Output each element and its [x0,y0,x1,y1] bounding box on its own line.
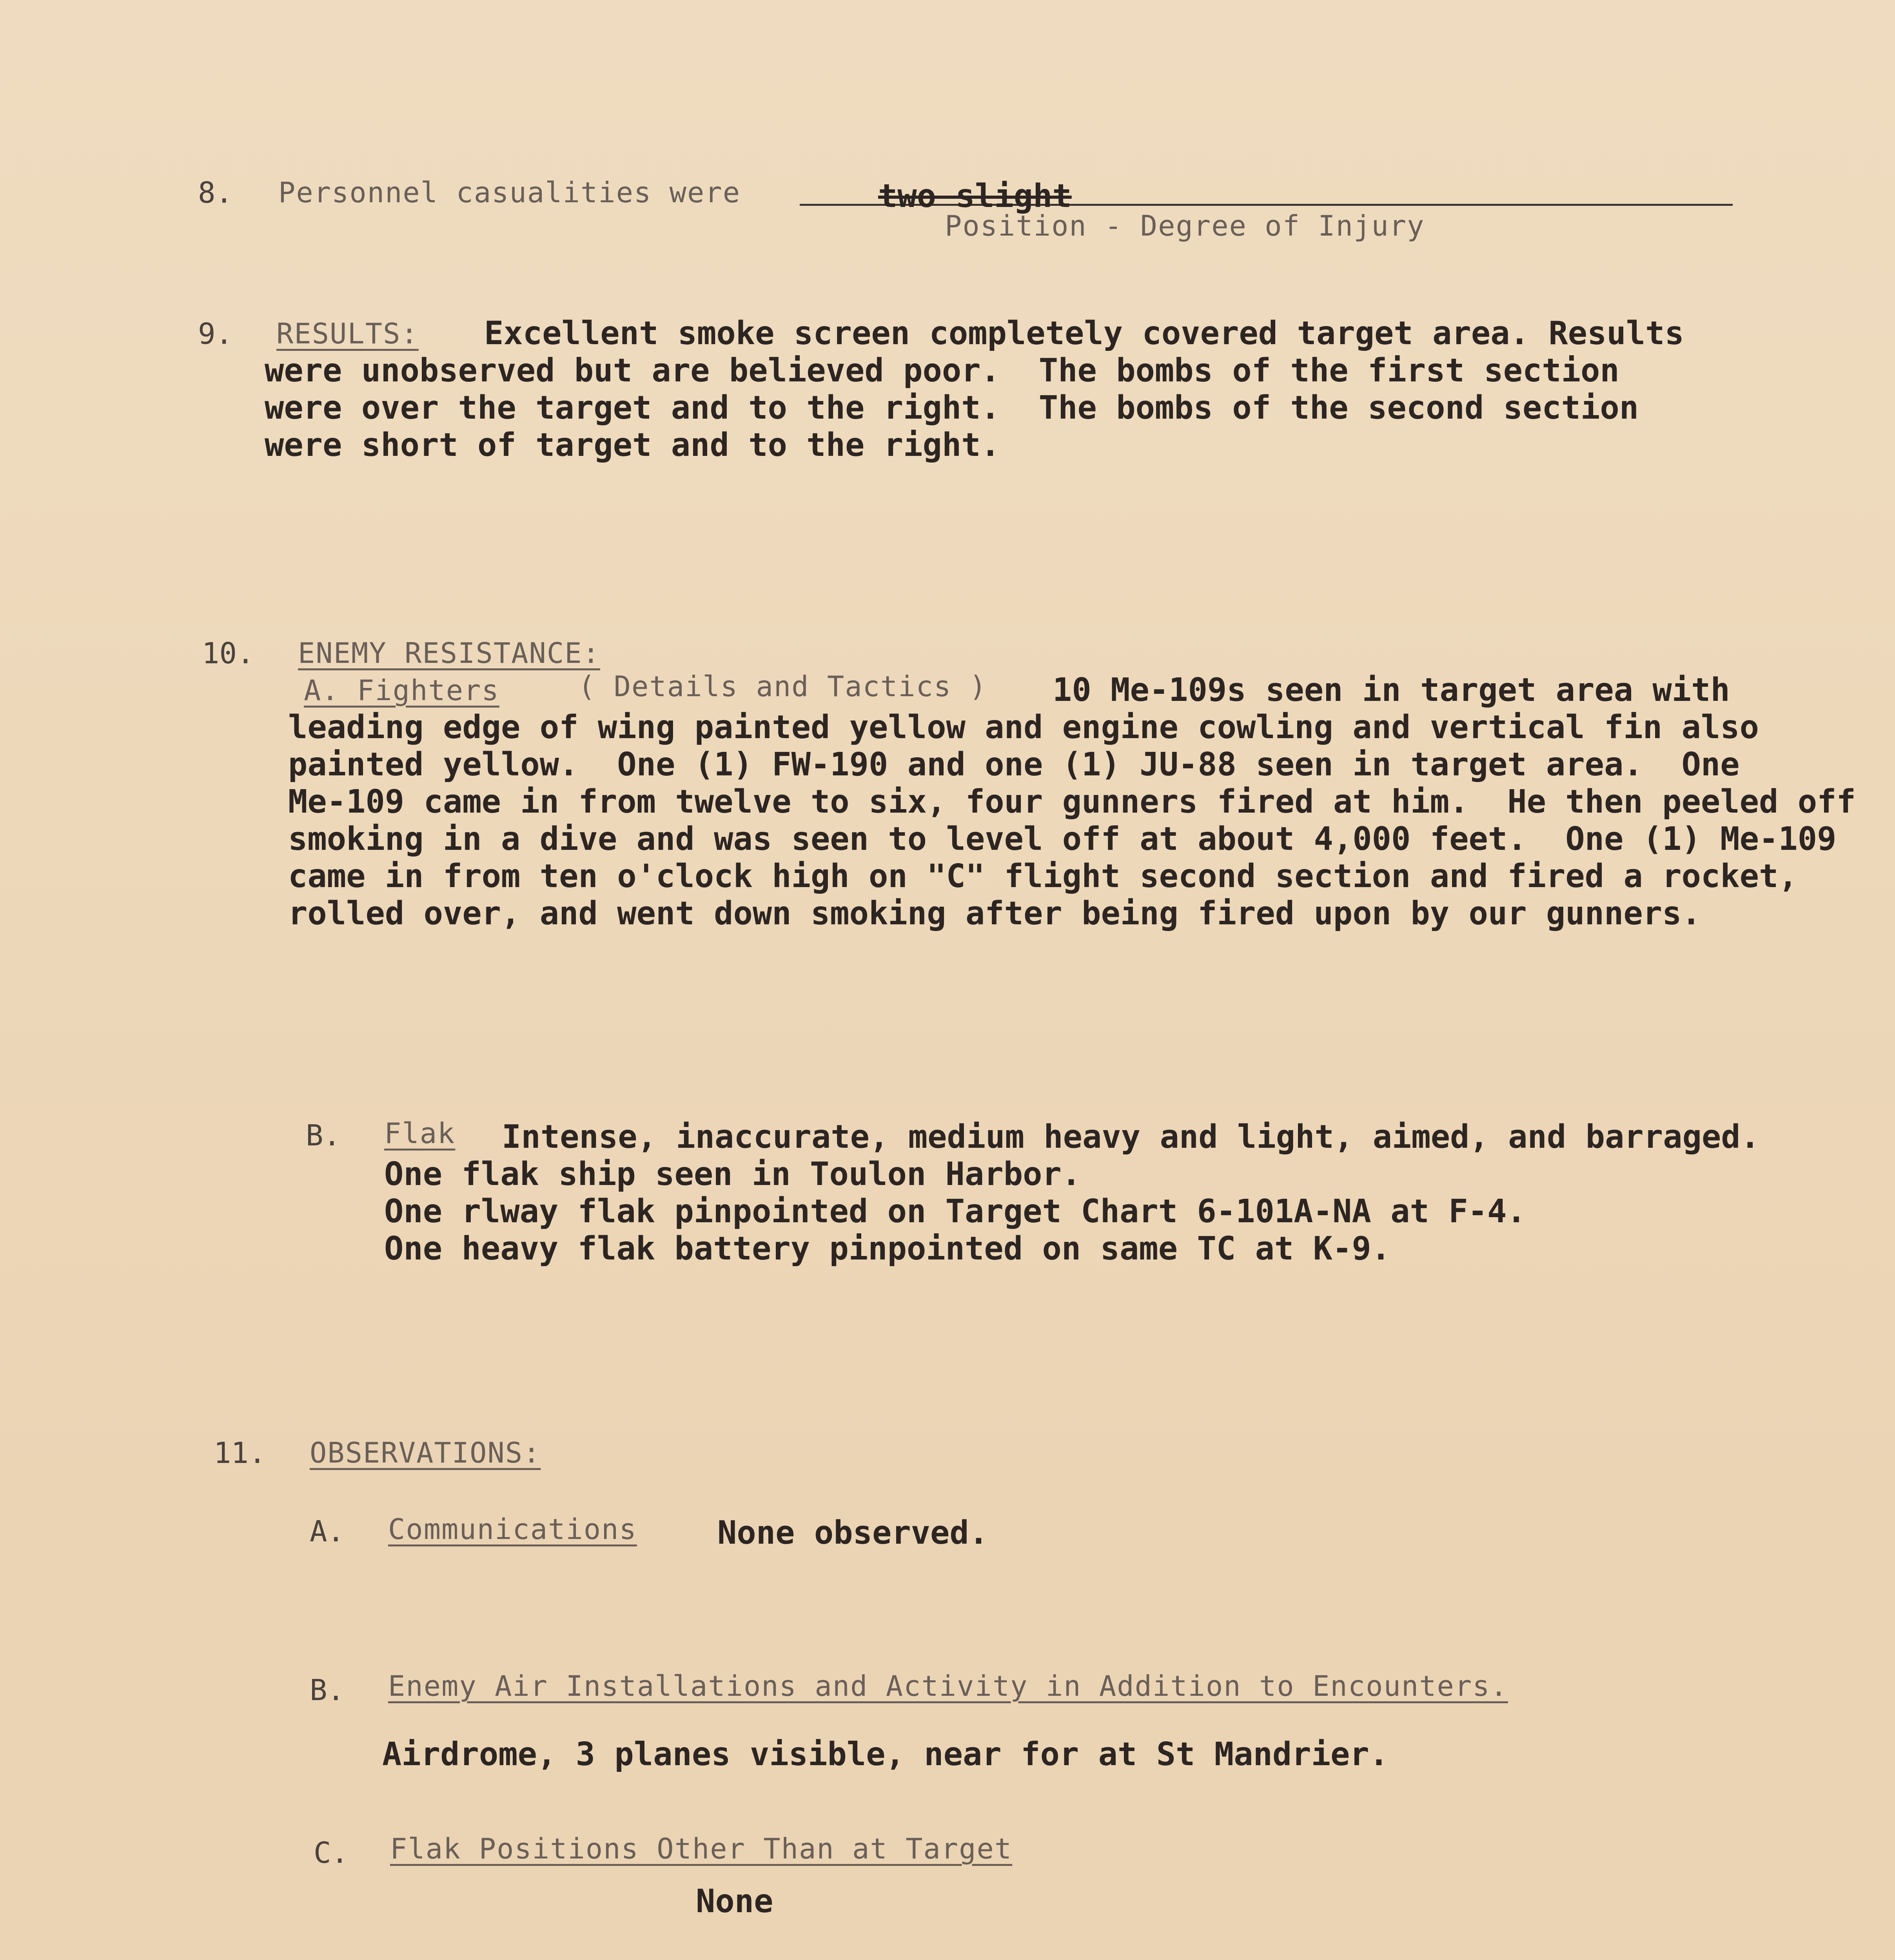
item-11-number: 11. [214,1436,266,1470]
item-10-number: 10. [202,637,254,670]
item-8-caption: Position - Degree of Injury [945,209,1425,242]
item-10-label: ENEMY RESISTANCE: [298,637,600,670]
item-10-a-line-3: painted yellow. One (1) FW-190 and one (1) JU-88 seen in target area. One [288,746,1740,783]
item-10-b-letter: B. [306,1119,341,1152]
item-11-a-label: Communications [388,1513,637,1546]
item-10-a-line-2: leading edge of wing painted yellow and engine cowling and vertical fin also [288,709,1759,746]
item-11-c-value: None [696,1883,773,1920]
item-11-c-letter: C. [314,1836,349,1870]
item-11-label: OBSERVATIONS: [310,1436,541,1469]
item-10-a-line-7: rolled over, and went down smoking after being fired upon by our gunners. [288,895,1701,932]
item-9-line-3: were over the target and to the right. The bombs of the second section [265,389,1639,426]
item-11-b-label: Enemy Air Installations and Activity in Addition to Encounters. [388,1670,1508,1702]
item-10-b-line-4: One heavy flak battery pinpointed on same TC at K-9. [384,1230,1391,1267]
item-10-a-sublabel: ( Details and Tactics ) [578,670,987,703]
item-9-number: 9. [198,317,233,351]
item-11-c-label: Flak Positions Other Than at Target [390,1832,1013,1865]
item-10-a-line-5: smoking in a dive and was seen to level off at about 4,000 feet. One (1) Me-109 [288,820,1837,858]
item-8-number: 8. [198,176,233,210]
item-11-a-value: None observed. [717,1514,989,1552]
item-11-a-letter: A. [310,1515,345,1548]
item-10-a-label: A. Fighters [304,674,499,707]
item-9-line-4: were short of target and to the right. [265,426,1000,464]
item-9-line-1: Excellent smoke screen completely covered target area. Results [484,315,1684,352]
item-9-line-2: were unobserved but are believed poor. The bombs of the first section [265,352,1619,389]
item-11-b-value: Airdrome, 3 planes visible, near for at St Mandrier. [382,1736,1389,1773]
item-11-b-letter: B. [310,1673,345,1707]
item-10-b-line-1: Intense, inaccurate, medium heavy and light, aimed, and barraged. [502,1118,1760,1156]
item-10-b-label: Flak [384,1117,456,1150]
item-10-b-line-3: One rlway flak pinpointed on Target Chart 6-101A-NA at F-4. [384,1193,1526,1230]
item-10-b-line-2: One flak ship seen in Toulon Harbor. [384,1156,1081,1193]
item-10-a-line-4: Me-109 came in from twelve to six, four gunners fired at him. He then peeled off [288,783,1856,820]
item-10-a-line-1: 10 Me-109s seen in target area with [1053,671,1730,709]
item-8-label: Personnel casualities were [278,176,741,209]
item-8-value: two slight [878,178,1072,215]
item-10-a-line-6: came in from ten o'clock high on "C" flight second section and fired a rocket, [288,858,1798,895]
item-9-label: RESULTS: [276,317,419,350]
